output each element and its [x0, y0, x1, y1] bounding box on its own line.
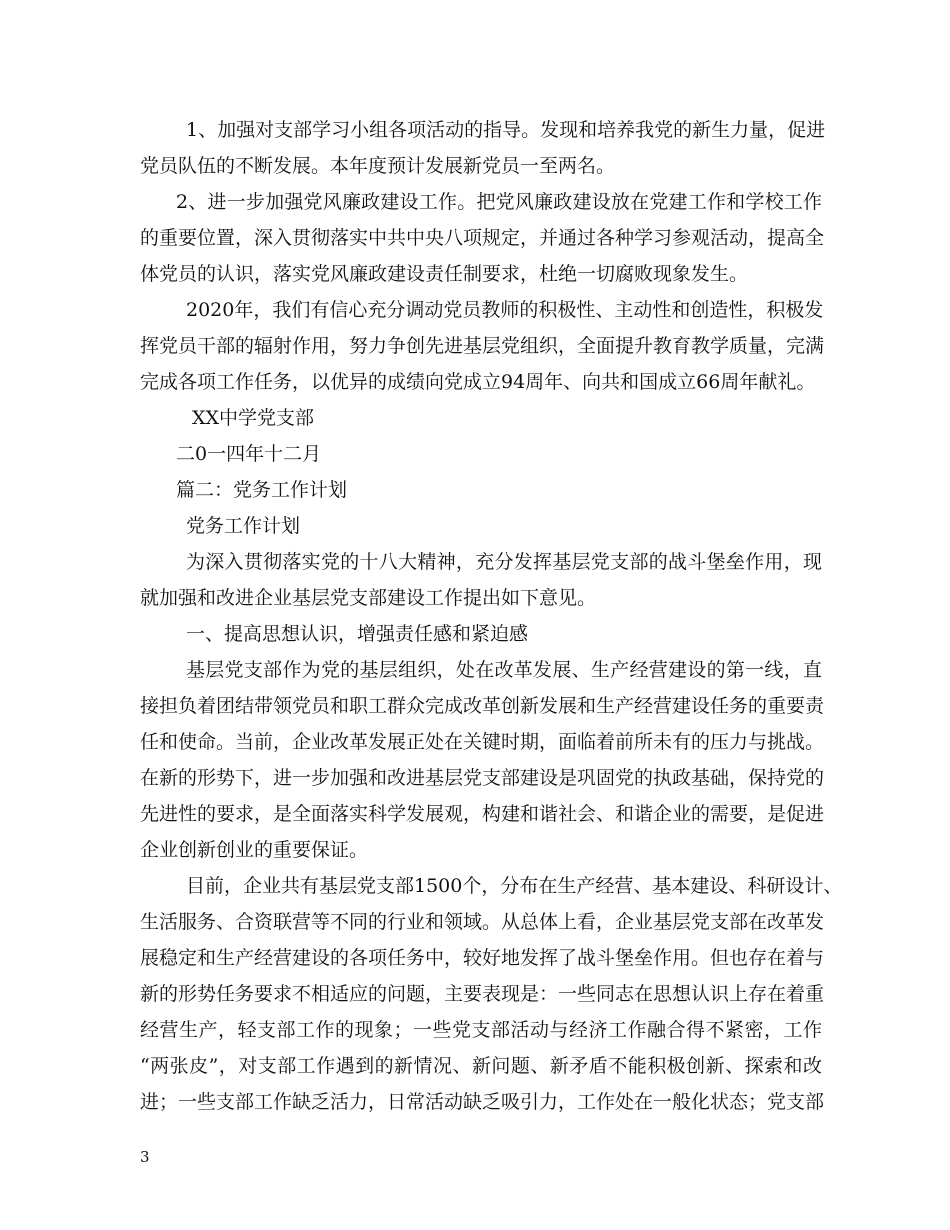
paragraph-line: 生活服务、合资联营等不同的行业和领域。从总体上看，企业基层党支部在改革发 — [140, 911, 825, 933]
paragraph-line: 进；一些支部工作缺乏活力，日常活动缺乏吸引力，工作处在一般化状态；党支部 — [140, 1091, 825, 1113]
paragraph-line: 先进性的要求，是全面落实科学发展观，构建和谐社会、和谐企业的需要，是促进 — [140, 803, 825, 825]
paragraph-line: 为深入贯彻落实党的十八大精神，充分发挥基层党支部的战斗堡垒作用，现 — [186, 551, 822, 573]
paragraph-line: 经营生产，轻支部工作的现象；一些党支部活动与经济工作融合得不紧密，工作 — [140, 1019, 822, 1041]
paragraph-line: 目前，企业共有基层党支部1500个，分布在生产经营、基本建设、科研设计、 — [186, 875, 843, 897]
paragraph-line: 新的形势任务要求不相适应的问题，主要表现是：一些同志在思想认识上存在着重 — [140, 983, 825, 1005]
paragraph-line: 1、加强对支部学习小组各项活动的指导。发现和培养我党的新生力量，促进 — [186, 119, 826, 141]
signature-date: 二0一四年十二月 — [176, 443, 322, 465]
paragraph-line: 2、进一步加强党风廉政建设工作。把党风廉政建设放在党建工作和学校工作 — [176, 191, 822, 213]
signature-organization: XX中学党支部 — [192, 407, 315, 429]
paragraph-line: 任和使命。当前，企业改革发展正处在关键时期，面临着前所未有的压力与挑战。 — [140, 731, 825, 753]
paragraph-line: 的重要位置，深入贯彻落实中共中央八项规定，并通过各种学习参观活动，提高全 — [140, 227, 825, 249]
paragraph-line: 展稳定和生产经营建设的各项任务中，较好地发挥了战斗堡垒作用。但也存在着与 — [140, 947, 825, 969]
paragraph-line: 就加强和改进企业基层党支部建设工作提出如下意见。 — [140, 587, 597, 609]
paragraph-line: 完成各项工作任务，以优异的成绩向党成立94周年、向共和国成立66周年献礼。 — [140, 371, 816, 393]
paragraph-line: 在新的形势下，进一步加强和改进基层党支部建设是巩固党的执政基础，保持党的 — [140, 767, 825, 789]
subsection-heading: 一、提高思想认识，增强责任感和紧迫感 — [186, 623, 529, 645]
paragraph-line: 接担负着团结带领党员和职工群众完成改革创新发展和生产经营建设任务的重要责 — [140, 695, 825, 717]
paragraph-line: 党员队伍的不断发展。本年度预计发展新党员一至两名。 — [140, 155, 616, 177]
section-title: 党务工作计划 — [186, 515, 301, 537]
paragraph-line: 2020年，我们有信心充分调动党员教师的积极性、主动性和创造性，积极发 — [186, 299, 824, 321]
paragraph-line: “两张皮”，对支部工作遇到的新情况、新问题、新矛盾不能积极创新、探索和改 — [140, 1055, 822, 1077]
paragraph-line: 挥党员干部的辐射作用，努力争创先进基层党组织，全面提升教育教学质量，完满 — [140, 335, 825, 357]
page-number: 3 — [140, 1148, 150, 1166]
paragraph-line: 基层党支部作为党的基层组织，处在改革发展、生产经营建设的第一线，直 — [186, 659, 822, 681]
paragraph-line: 体党员的认识，落实党风廉政建设责任制要求，杜绝一切腐败现象发生。 — [140, 263, 749, 285]
section-heading: 篇二：党务工作计划 — [176, 479, 348, 501]
paragraph-line: 企业创新创业的重要保证。 — [140, 839, 369, 861]
